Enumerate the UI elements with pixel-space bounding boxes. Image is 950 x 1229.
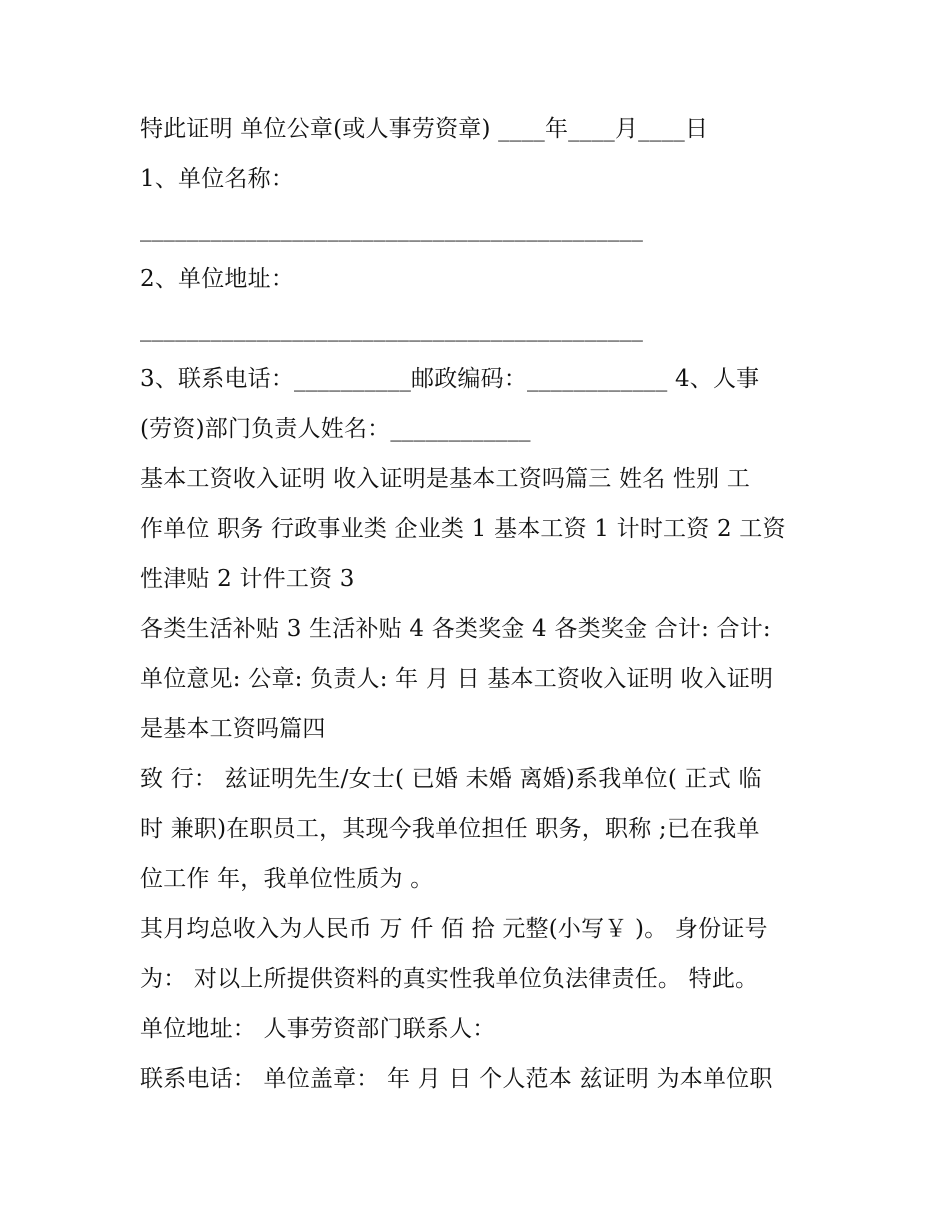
text-line: 各类生活补贴 3 生活补贴 4 各类奖金 4 各类奖金 合计: 合计:	[140, 616, 771, 642]
text-line: 其月均总收入为人民币 万 仟 佰 拾 元整(小写￥ )。 身份证号	[140, 916, 768, 942]
document-body	[140, 104, 810, 1104]
text-line: (劳资)部门负责人姓名：____________	[140, 416, 531, 442]
text-line: 性津贴 2 计件工资 3	[140, 566, 355, 592]
text-line: 特此证明 单位公章(或人事劳资章) ____年____月____日	[140, 116, 709, 142]
text-line: 为： 对以上所提供资料的真实性我单位负法律责任。 特此。	[140, 966, 759, 992]
text-line: 2、单位地址：	[140, 266, 295, 292]
text-line: 致 行： 兹证明先生/女士( 已婚 未婚 离婚)系我单位( 正式 临	[140, 766, 762, 792]
text-line: 单位意见: 公章: 负责人: 年 月 日 基本工资收入证明 收入证明	[140, 666, 774, 692]
text-line: 位工作 年，我单位性质为 。	[140, 866, 434, 892]
text-line: 单位地址： 人事劳资部门联系人：	[140, 1016, 496, 1042]
blank-underline: ___________________________________________	[140, 316, 644, 342]
blank-underline: ___________________________________________	[140, 216, 644, 242]
text-line: 时 兼职)在职员工，其现今我单位担任 职务，职称 ;已在我单	[140, 816, 760, 842]
text-line: 1、单位名称：	[140, 166, 295, 192]
text-line: 联系电话： 单位盖章： 年 月 日 个人范本 兹证明 为本单位职	[140, 1066, 773, 1092]
text-line: 作单位 职务 行政事业类 企业类 1 基本工资 1 计时工资 2 工资	[140, 516, 786, 542]
text-line: 是基本工资吗篇四	[140, 716, 326, 742]
text-line: 3、联系电话：__________邮政编码：____________ 4、人事	[140, 366, 760, 392]
text-line: 基本工资收入证明 收入证明是基本工资吗篇三 姓名 性别 工	[140, 466, 751, 492]
